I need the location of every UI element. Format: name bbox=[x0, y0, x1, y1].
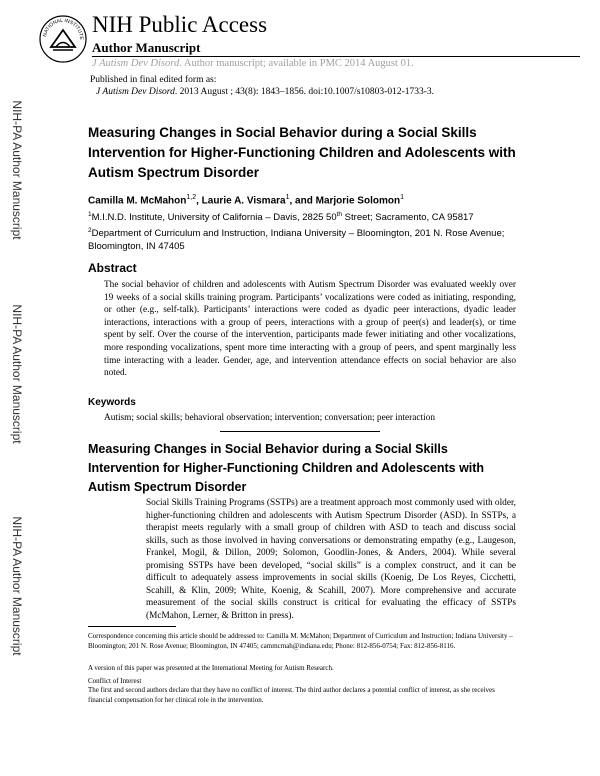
side-label-3: NIH-PA Author Manuscript bbox=[10, 516, 24, 656]
abstract-text: The social behavior of children and adolescents with Autism Spectrum Disorder was evaluated weekly over 19 weeks of a social skills training program. Participants’ vocalizations were coded as initiating, responding, or other (e.g., self-talk). Participants’ interactions were coded as dyadic peer interactions, dyadic leader interactions, interactions with a group of peers, interactions with a group of peer(s) and leader(s), or time spent by self. Over the course of the intervention, participants made fewer initiating and other vocalizations, more responding vocalizations, spent more time interacting with a group of peers, and spent marginally less time interacting with a leader. Gender, age, and intervention attendance effects on social behavior are also noted. bbox=[104, 280, 516, 379]
header-availability bbox=[92, 58, 414, 69]
section-title: Measuring Changes in Social Behavior during a Social Skills Intervention for Higher-Functioning Children and Adolescents with Autism Spectrum Disorder bbox=[88, 442, 485, 494]
header-subtitle: Author Manuscript bbox=[92, 40, 201, 55]
footnote-coi: The first and second authors declare that they have no conflict of interest. The third author declares a potential conflict of interest, as she receives financial compensation for her clinical role in the intervention. bbox=[88, 686, 495, 704]
author-affiliation: 1 bbox=[285, 194, 290, 201]
footnote-coi-heading: Conflict of Interest bbox=[88, 677, 142, 685]
body-paragraph: Social Skills Training Programs (SSTPs) are a treatment approach most commonly used with older, higher-functioning children and adolescents with Autism Spectrum Disorder (ASD). In SSTPs, a therapist meets regularly with a small group of children with ASD to teach and discuss social skills, such as those involved in having conversations or demonstrating empathy (e.g., Laugeson, Frankel, Mogil, & Dillon, 2009; Solomon, Goodlin-Jones, & Anders, 2004). While several promising SSTPs have been developed, “social skills” is a complex construct, and it can be difficult to adequately assess improvements in social skills (Koenig, De Los Reyes, Cicchetti, Scahill, & Klin, 2009; White, Koenig, & Scahill, 2007). More comprehensive and accurate measurement of the social skills construct is critical for evaluating the efficacy of SSTPs (McMahon, Lerner, & Britton in press). bbox=[146, 498, 516, 621]
svg-text:NATIONAL INSTITUTES OF HEALTH bbox=[38, 14, 84, 41]
author-name: Laurie A. Vismara bbox=[201, 195, 286, 207]
author-name: Camilla M. McMahon bbox=[88, 195, 187, 207]
article-title: Measuring Changes in Social Behavior during a Social Skills Intervention for Higher-Functioning Children and Adolescents with Autism Spectrum Disorder bbox=[88, 125, 516, 180]
published-citation bbox=[96, 87, 434, 97]
logo-text: NATIONAL INSTITUTE bbox=[42, 17, 85, 40]
citation-journal: J Autism Dev Disord bbox=[96, 87, 175, 97]
affiliation-2: $^2$Department of Curriculum and Instruction, Indiana University – Bloomington, 201 N. Rose Avenue; Bloomington, IN 47405 bbox=[88, 227, 505, 253]
nih-logo bbox=[38, 14, 88, 64]
header-journal-rest: . Author manuscript; available in PMC 2014 August 01. bbox=[179, 58, 414, 69]
author-name: Marjorie Solomon bbox=[315, 195, 401, 207]
side-label-2: NIH-PA Author Manuscript bbox=[10, 304, 24, 444]
author-affiliation: 1 bbox=[400, 194, 404, 201]
published-label: Published in final edited form as: bbox=[90, 75, 217, 85]
header-rule bbox=[92, 56, 580, 57]
footnote-correspondence: Correspondence concerning this article should be addressed to: Camilla M. McMahon; Department of Curriculum and Instruction; Indiana University – Bloomington; 201 N. Rose Avenue; Bloomington, IN 47405; cammcmah@indiana.edu; Phone: 812-856-0754; Fax: 812-856-8116. bbox=[88, 632, 513, 650]
keywords-heading: Keywords bbox=[88, 397, 136, 408]
footnote-presented: A version of this paper was presented at the International Meeting for Autism Research. bbox=[88, 664, 334, 672]
affiliation-1: $^1$M.I.N.D. Institute, University of California – Davis, 2825 50th Street; Sacramento, CA 95817 bbox=[88, 211, 474, 224]
side-label-1: NIH-PA Author Manuscript bbox=[10, 100, 24, 240]
header-title: NIH Public Access bbox=[92, 12, 268, 37]
section-divider bbox=[220, 431, 380, 432]
footnote-rule bbox=[88, 626, 176, 627]
author-list: Camilla M. McMahon$^{1,2}$, Laurie A. Vismara$^1$, and Marjorie Solomon$^1$ bbox=[88, 194, 404, 207]
abstract-heading: Abstract bbox=[88, 261, 137, 275]
citation-details: . 2013 August ; 43(8): 1843–1856. doi:10.1007/s10803-012-1733-3. bbox=[174, 87, 435, 97]
keywords-text: Autism; social skills; behavioral observation; intervention; conversation; peer interaction bbox=[104, 413, 435, 423]
author-affiliation: 1,2 bbox=[186, 194, 197, 201]
header-journal-name: J Autism Dev Disord bbox=[92, 58, 180, 69]
